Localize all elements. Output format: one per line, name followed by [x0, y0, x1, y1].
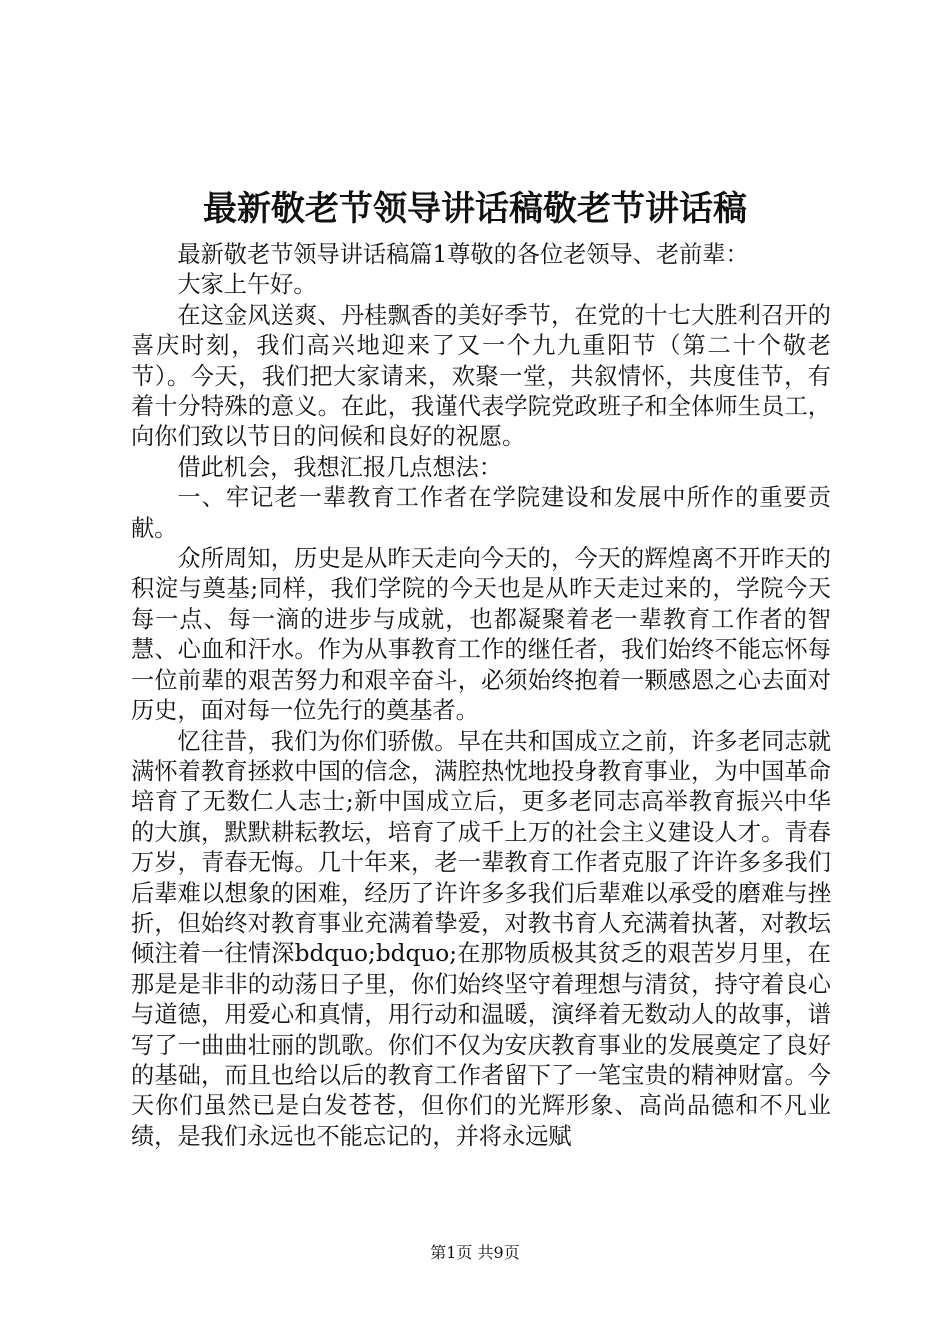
body-paragraph: 最新敬老节领导讲话稿篇1尊敬的各位老领导、老前辈：: [177, 241, 749, 268]
body-paragraph: 大家上午好。: [177, 271, 317, 299]
document-title: 最新敬老节领导讲话稿敬老节讲话稿: [203, 189, 747, 229]
page-number-footer: 第1页 共9页: [430, 1243, 520, 1262]
body-paragraph: 一、牢记老一辈教育工作者在学院建设和发展中所作的重要贡献。: [131, 484, 831, 542]
document-body: [131, 240, 831, 1152]
body-paragraph: 在这金风送爽、丹桂飘香的美好季节，在党的十七大胜利召开的喜庆时刻，我们高兴地迎来了又一个九九重阳节（第二十个敬老节）。今天，我们把大家请来，欢聚一堂，共叙情怀，共度佳节，有着十分特殊的意义。在此，我谨代表学院党政班子和全体师生员工，向你们致以节日的问候和良好的祝愿。: [131, 301, 831, 451]
body-paragraph: 忆往昔，我们为你们骄傲。早在共和国成立之前，许多老同志就满怀着教育拯救中国的信念，满腔热忱地投身教育事业，为中国革命培育了无数仁人志士;新中国成立后，更多老同志高举教育振兴中华的大旗，默默耕耘教坛，培育了成千上万的社会主义建设人才。青春万岁，青春无悔。几十年来，老一辈教育工作者克服了许许多多我们后辈难以想象的困难，经历了许许多多我们后辈难以承受的磨难与挫折，但始终对教育事业充满着挚爱，对教书育人充满着执著，对教坛倾注着一往情深bdquo;bdquo;在那物质极其贫乏的艰苦岁月里，在那是是非非的动荡日子里，你们始终坚守着理想与清贫，持守着良心与道德，用爱心和真情，用行动和温暖，演绎着无数动人的故事，谱写了一曲曲壮丽的凯歌。你们不仅为安庆教育事业的发展奠定了良好的基础，而且也给以后的教育工作者留下了一笔宝贵的精神财富。今天你们虽然已是白发苍苍，但你们的光辉形象、高尚品德和不凡业绩，是我们永远也不能忘记的，并将永远赋: [131, 727, 831, 1150]
body-paragraph: 借此机会，我想汇报几点想法：: [177, 453, 503, 481]
body-paragraph: 众所周知，历史是从昨天走向今天的，今天的辉煌离不开昨天的积淀与奠基;同样，我们学院的今天也是从昨天走过来的，学院今天每一点、每一滴的进步与成就，也都凝聚着老一辈教育工作者的智慧、心血和汗水。作为从事教育工作的继任者，我们始终不能忘怀每一位前辈的艰苦努力和艰辛奋斗，必须始终抱着一颗感恩之心去面对历史，面对每一位先行的奠基者。: [131, 545, 831, 725]
